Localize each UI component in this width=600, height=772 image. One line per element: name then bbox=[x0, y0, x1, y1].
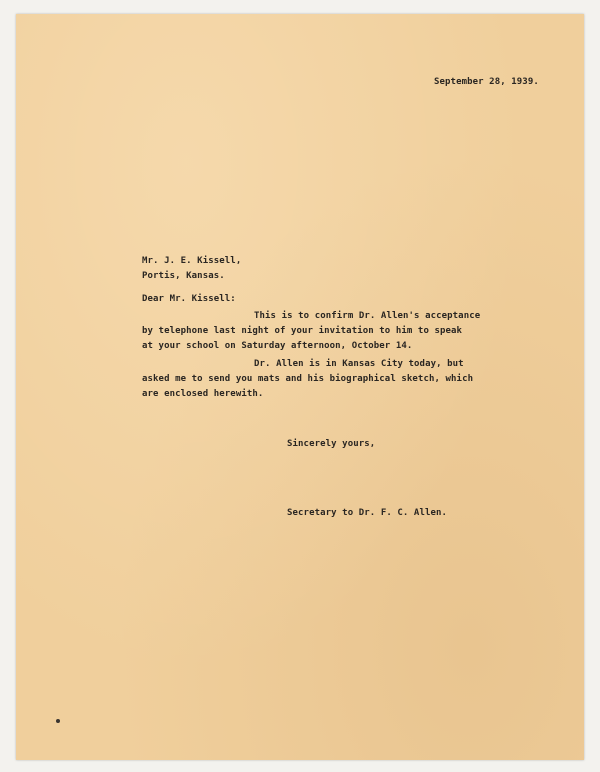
paragraph-2-line-1: Dr. Allen is in Kansas City today, but bbox=[254, 359, 464, 369]
recipient-location: Portis, Kansas. bbox=[142, 271, 225, 281]
paragraph-1-line-1: This is to confirm Dr. Allen's acceptance bbox=[254, 311, 481, 321]
closing: Sincerely yours, bbox=[287, 439, 376, 449]
salutation: Dear Mr. Kissell: bbox=[142, 294, 236, 304]
letter-page bbox=[16, 14, 584, 760]
paragraph-2-line-2: asked me to send you mats and his biographical sketch, which bbox=[142, 374, 474, 384]
recipient-name: Mr. J. E. Kissell, bbox=[142, 256, 242, 266]
paragraph-1-line-3: at your school on Saturday afternoon, October 14. bbox=[142, 341, 413, 351]
paragraph-2-line-3: are enclosed herewith. bbox=[142, 389, 264, 399]
letter-date: September 28, 1939. bbox=[434, 77, 539, 87]
ink-spot bbox=[56, 719, 60, 723]
paragraph-1-line-2: by telephone last night of your invitation to him to speak bbox=[142, 326, 463, 336]
signature-line: Secretary to Dr. F. C. Allen. bbox=[287, 508, 448, 518]
